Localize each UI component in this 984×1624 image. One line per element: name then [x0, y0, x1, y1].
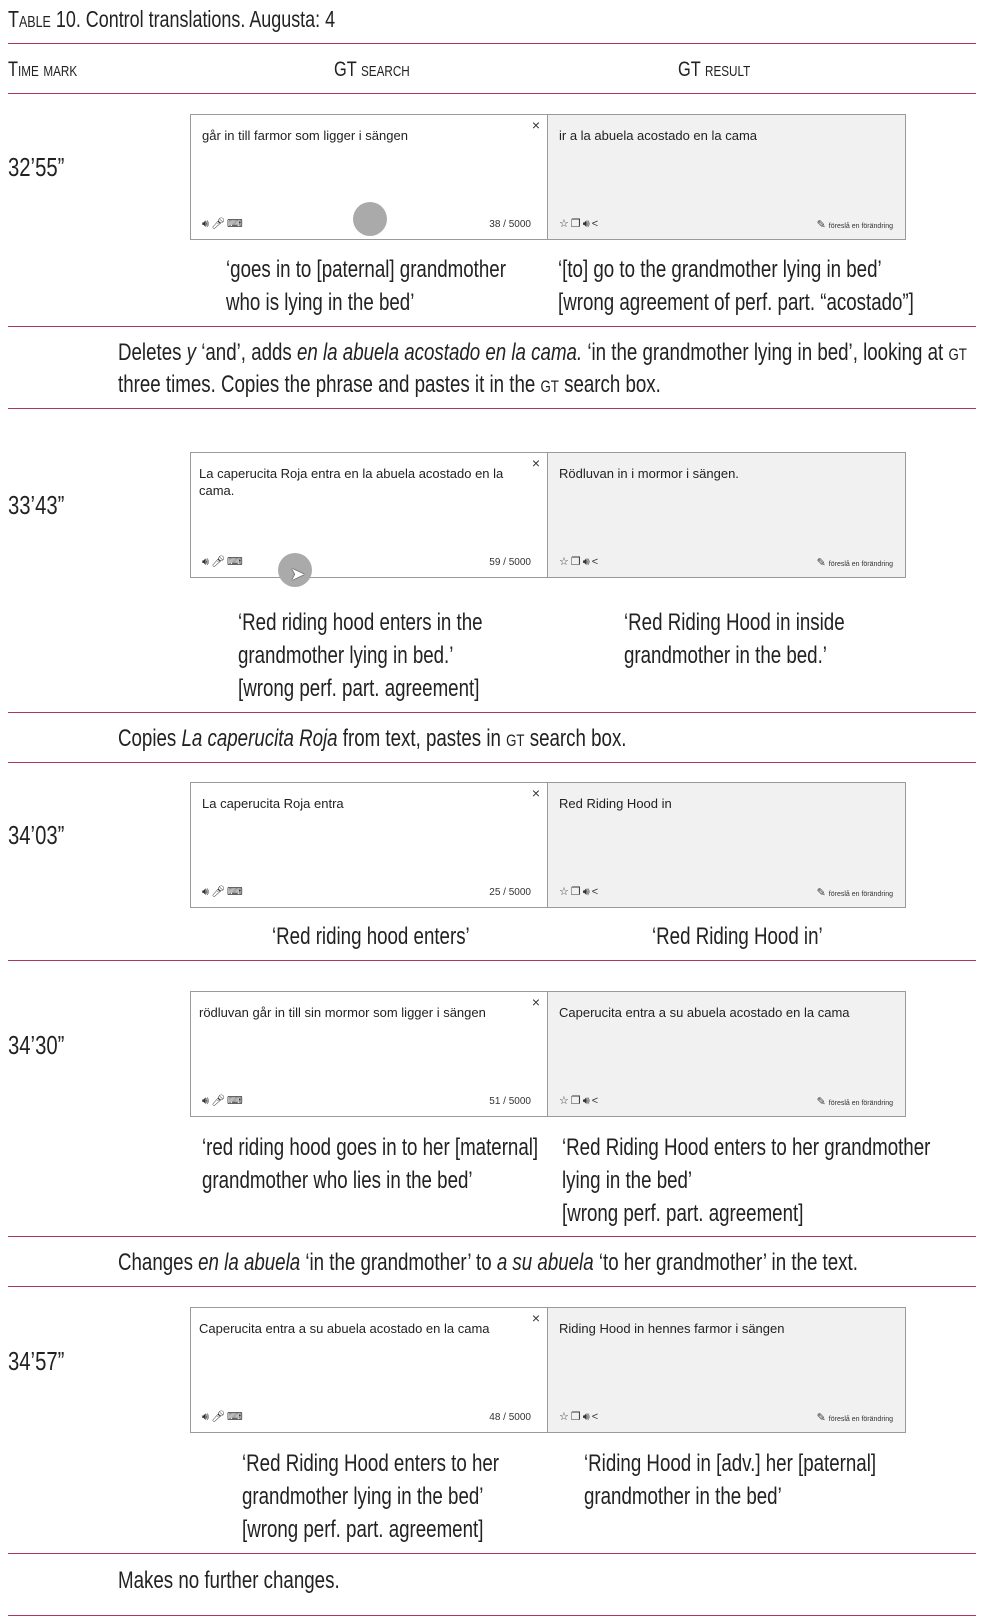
- gloss-result: ‘[to] go to the grandmother lying in bed’ [wrong agreement of perf. part. “acostado”]: [558, 256, 914, 316]
- rule: [8, 326, 976, 327]
- share-icon: <: [591, 556, 601, 568]
- char-count: 38 / 5000: [489, 219, 531, 230]
- input-tools: [202, 885, 245, 899]
- gloss-result: ‘Riding Hood in [adv.] her [paternal] grandmother in the bed’: [584, 1450, 877, 1510]
- suggest-edit: ✎ föreslå en förändring: [816, 1412, 893, 1424]
- rule: [8, 408, 976, 409]
- rule: [8, 1615, 976, 1616]
- gt-search-pane: [190, 1307, 548, 1433]
- star-icon: ☆: [559, 1411, 571, 1423]
- gt-result-pane: [547, 452, 906, 578]
- copy-icon: ❐: [570, 886, 583, 898]
- speaker-icon: 🔊︎: [582, 1411, 592, 1423]
- speaker-icon: 🔊︎: [582, 556, 592, 568]
- share-icon: <: [591, 218, 601, 230]
- mic-icon: 🎤︎: [210, 218, 227, 230]
- input-tools: [202, 217, 245, 231]
- copy-icon: ❐: [570, 1411, 583, 1423]
- rule: [8, 1553, 976, 1554]
- pencil-icon: ✎: [816, 1412, 826, 1424]
- gt-search-text: går in till farmor som ligger i sängen: [202, 128, 408, 143]
- char-count: 59 / 5000: [489, 557, 531, 568]
- gt-result-pane: [547, 991, 906, 1117]
- time-mark: 33’43”: [8, 490, 65, 520]
- gloss-result: ‘Red Riding Hood in inside grandmother in the bed.’: [624, 609, 845, 669]
- pencil-icon: ✎: [816, 887, 826, 899]
- gt-search-pane: [190, 991, 548, 1117]
- star-icon: ☆: [559, 886, 571, 898]
- rule: [8, 1236, 976, 1237]
- rule: [8, 1286, 976, 1287]
- gt-search-text: La caperucita Roja entra: [202, 796, 344, 811]
- copy-icon: ❐: [570, 556, 583, 568]
- share-icon: <: [591, 886, 601, 898]
- gt-result-text: Red Riding Hood in: [559, 796, 672, 811]
- copy-icon: ❐: [570, 1095, 583, 1107]
- speaker-icon: 🔊︎: [202, 886, 211, 898]
- pencil-icon: ✎: [816, 557, 826, 569]
- output-tools: [559, 555, 600, 569]
- char-count: 51 / 5000: [489, 1096, 531, 1107]
- keyboard-icon: ⌨︎: [226, 1095, 245, 1107]
- gloss-search: ‘red riding hood goes in to her [maternal] grandmother who lies in the bed’: [202, 1134, 539, 1194]
- suggest-edit: ✎ föreslå en förändring: [816, 557, 893, 569]
- star-icon: ☆: [559, 218, 571, 230]
- gloss-search: ‘goes in to [paternal] grandmother who is lying in the bed’: [226, 256, 506, 316]
- table-caption: Table 10. Control translations. Augusta: 4: [8, 6, 336, 32]
- gt-result-pane: [547, 1307, 906, 1433]
- keyboard-icon: ⌨︎: [226, 886, 245, 898]
- star-icon: ☆: [559, 1095, 571, 1107]
- process-note: Deletes y ‘and’, adds en la abuela acostado en la cama. ‘in the grandmother lying in bed’, looking at gt three times. Copies the phrase and pastes it in the gt search box.: [118, 339, 967, 398]
- speaker-icon: 🔊︎: [582, 886, 592, 898]
- rule: [8, 960, 976, 961]
- close-icon: ×: [531, 994, 540, 1010]
- time-mark: 32’55”: [8, 152, 65, 182]
- keyboard-icon: ⌨︎: [226, 556, 245, 568]
- process-note: Makes no further changes.: [118, 1567, 340, 1594]
- header-time-mark: Time mark: [8, 58, 78, 81]
- char-count: 48 / 5000: [489, 1412, 531, 1423]
- close-icon: ×: [531, 455, 540, 471]
- mic-icon: 🎤︎: [210, 1411, 227, 1423]
- click-indicator: [353, 202, 387, 236]
- input-tools: [202, 555, 245, 569]
- pencil-icon: ✎: [816, 219, 826, 231]
- speaker-icon: 🔊︎: [202, 1411, 211, 1423]
- speaker-icon: 🔊︎: [202, 556, 211, 568]
- mic-icon: 🎤︎: [210, 886, 227, 898]
- header-gt-search: GT search: [334, 58, 410, 81]
- suggest-edit: ✎ föreslå en förändring: [816, 887, 893, 899]
- gt-search-text: La caperucita Roja entra en la abuela acostado en la cama.: [199, 466, 504, 498]
- rule: [8, 93, 976, 94]
- keyboard-icon: ⌨︎: [226, 218, 245, 230]
- char-count: 25 / 5000: [489, 887, 531, 898]
- process-note: Changes en la abuela ‘in the grandmother’ to a su abuela ‘to her grandmother’ in the text.: [118, 1249, 858, 1276]
- suggest-edit: ✎ föreslå en förändring: [816, 1096, 893, 1108]
- speaker-icon: 🔊︎: [202, 1095, 211, 1107]
- close-icon: ×: [531, 117, 540, 133]
- input-tools: [202, 1094, 245, 1108]
- speaker-icon: 🔊︎: [202, 218, 211, 230]
- time-mark: 34’57”: [8, 1346, 65, 1376]
- gloss-search: ‘Red riding hood enters’: [272, 923, 470, 950]
- gt-result-pane: [547, 782, 906, 908]
- input-tools: [202, 1410, 245, 1424]
- mic-icon: 🎤︎: [210, 1095, 227, 1107]
- gt-search-text: rödluvan går in till sin mormor som ligger i sängen: [199, 1005, 486, 1020]
- gloss-search: ‘Red riding hood enters in the grandmother lying in bed.’ [wrong perf. part. agreement]: [238, 609, 483, 702]
- gt-result-pane: [547, 114, 906, 240]
- gt-search-pane: [190, 782, 548, 908]
- star-icon: ☆: [559, 556, 571, 568]
- gloss-search: ‘Red Riding Hood enters to her grandmother lying in the bed’ [wrong perf. part. agreement]: [242, 1450, 500, 1543]
- time-mark: 34’03”: [8, 820, 65, 850]
- gt-search-pane: [190, 452, 548, 578]
- gt-result-text: Rödluvan in i mormor i sängen.: [559, 466, 739, 481]
- speaker-icon: 🔊︎: [582, 1095, 592, 1107]
- gloss-result: ‘Red Riding Hood enters to her grandmother lying in the bed’ [wrong perf. part. agreement]: [562, 1134, 931, 1227]
- cursor-icon: ➤: [290, 564, 306, 584]
- process-note: Copies La caperucita Roja from text, pastes in gt search box.: [118, 725, 627, 752]
- gt-result-text: ir a la abuela acostado en la cama: [559, 128, 758, 143]
- mic-icon: 🎤︎: [210, 556, 227, 568]
- close-icon: ×: [531, 1310, 540, 1326]
- suggest-edit: ✎ föreslå en förändring: [816, 219, 893, 231]
- share-icon: <: [591, 1411, 601, 1423]
- rule: [8, 762, 976, 763]
- keyboard-icon: ⌨︎: [226, 1411, 245, 1423]
- share-icon: <: [591, 1095, 601, 1107]
- output-tools: [559, 1410, 600, 1424]
- gt-result-text: Riding Hood in hennes farmor i sängen: [559, 1321, 785, 1336]
- copy-icon: ❐: [570, 218, 583, 230]
- rule: [8, 43, 976, 44]
- pencil-icon: ✎: [816, 1096, 826, 1108]
- gt-search-text: Caperucita entra a su abuela acostado en la cama: [199, 1321, 490, 1336]
- rule: [8, 712, 976, 713]
- close-icon: ×: [531, 785, 540, 801]
- speaker-icon: 🔊︎: [582, 218, 592, 230]
- gt-result-text: Caperucita entra a su abuela acostado en la cama: [559, 1005, 850, 1020]
- output-tools: [559, 1094, 600, 1108]
- header-gt-result: GT result: [678, 58, 751, 81]
- time-mark: 34’30”: [8, 1030, 65, 1060]
- output-tools: [559, 217, 600, 231]
- output-tools: [559, 885, 600, 899]
- gloss-result: ‘Red Riding Hood in’: [652, 923, 823, 950]
